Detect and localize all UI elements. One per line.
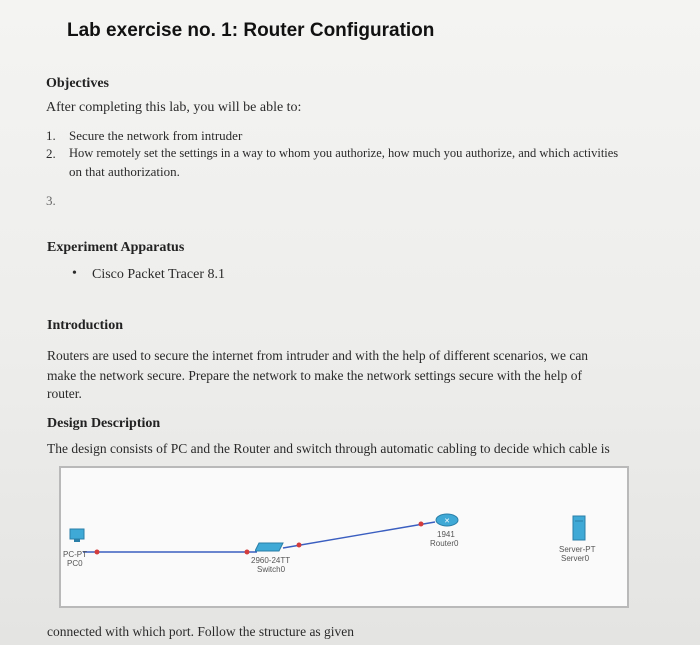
introduction-heading: Introduction xyxy=(47,318,123,333)
apparatus-heading: Experiment Apparatus xyxy=(47,240,185,255)
introduction-line-2: make the network secure. Prepare the network to make the network settings secure with the help of xyxy=(47,368,582,383)
apparatus-item: Cisco Packet Tracer 8.1 xyxy=(92,267,225,282)
objective-text-2-cont: on that authorization. xyxy=(69,164,180,179)
objective-text-1: Secure the network from intruder xyxy=(69,128,243,143)
svg-text:✕: ✕ xyxy=(444,517,450,525)
switch-name-label: Switch0 xyxy=(257,565,286,574)
port-indicator xyxy=(95,550,100,555)
pc-icon[interactable] xyxy=(69,528,89,544)
objective-number-1: 1. xyxy=(46,128,56,143)
port-indicator xyxy=(419,522,424,527)
server-name-label: Server0 xyxy=(561,554,590,563)
bullet-icon: • xyxy=(72,266,77,281)
pc-type-label: PC-PT xyxy=(63,550,87,559)
introduction-line-3: router. xyxy=(47,386,82,401)
network-topology-diagram xyxy=(59,466,629,608)
switch-icon[interactable] xyxy=(255,541,285,553)
objective-text-2: How remotely set the settings in a way to whom you authorize, how much you authorize, and which activities xyxy=(69,146,619,160)
link-switch-router xyxy=(283,522,435,548)
objectives-heading: Objectives xyxy=(46,76,109,91)
introduction-line-1: Routers are used to secure the internet from intruder and with the help of different scenarios, we can xyxy=(47,348,589,363)
switch-type-label: 2960-24TT xyxy=(251,556,291,565)
server-icon[interactable] xyxy=(572,515,586,541)
design-text-continuation: connected with which port. Follow the structure as given xyxy=(47,624,355,639)
page-title: Lab exercise no. 1: Router Configuration xyxy=(67,20,435,41)
pc-name-label: PC0 xyxy=(67,559,83,568)
router-name-label: Router0 xyxy=(430,539,459,548)
topology-links xyxy=(61,468,627,606)
objective-number-3: 3. xyxy=(46,193,56,208)
port-indicator xyxy=(297,543,302,548)
router-icon[interactable] xyxy=(435,512,459,528)
objectives-intro: After completing this lab, you will be able to: xyxy=(46,100,302,115)
design-heading: Design Description xyxy=(47,416,161,431)
port-indicator xyxy=(245,550,250,555)
router-type-label: 1941 xyxy=(437,530,455,539)
objective-number-2: 2. xyxy=(46,146,56,161)
design-text: The design consists of PC and the Router and switch through automatic cabling to decide which cable is xyxy=(47,441,610,456)
server-type-label: Server-PT xyxy=(559,545,596,554)
